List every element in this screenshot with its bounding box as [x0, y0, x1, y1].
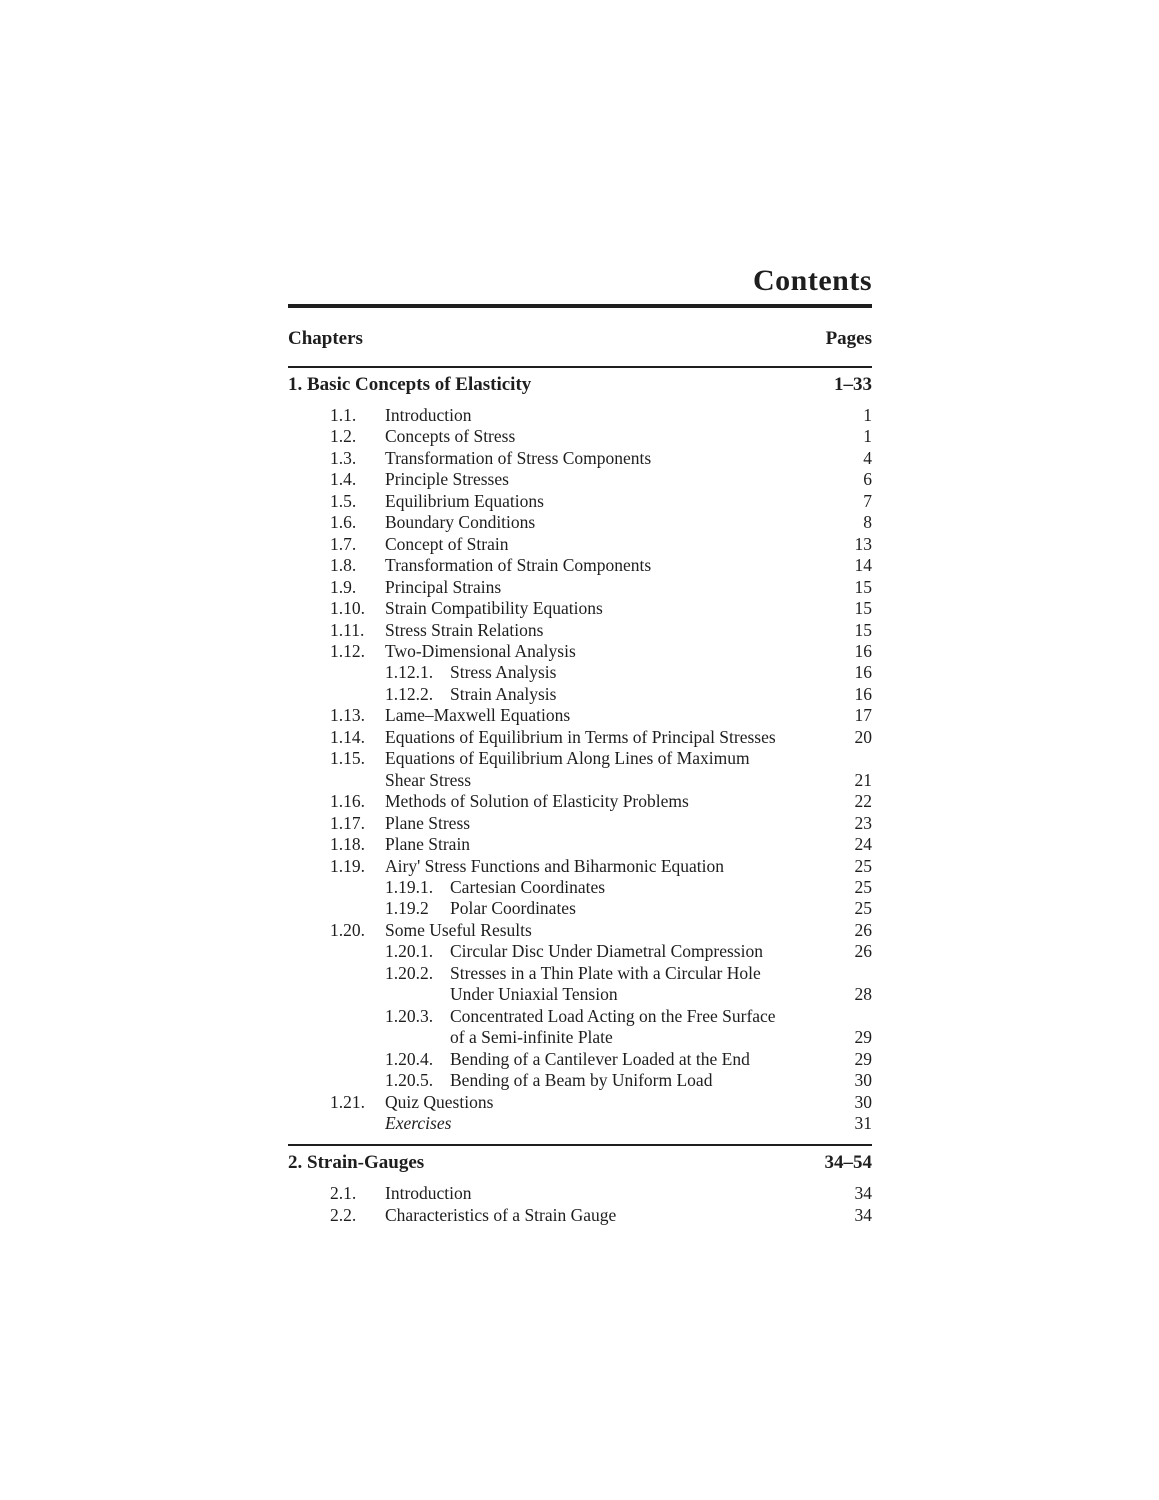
toc-entry-title: Concept of Strain — [385, 533, 509, 554]
toc-entry-number: 1.11. — [330, 619, 365, 640]
toc-entry — [288, 491, 872, 512]
toc-entry-number — [385, 984, 450, 1005]
toc-entry-page: 21 — [854, 769, 872, 790]
toc-entry — [288, 684, 872, 705]
toc-entry-page: 8 — [863, 512, 872, 533]
toc-entry-number: 1.18. — [330, 834, 365, 855]
toc-entry — [288, 662, 872, 683]
toc-entry — [288, 941, 872, 962]
toc-entry-number: 1.1. — [330, 405, 357, 425]
toc-entry-title: Stress Strain Relations — [385, 619, 544, 640]
chapters-column-header: Chapters — [288, 328, 363, 349]
toc-entry-title: Principal Strains — [385, 576, 502, 597]
toc-entry-page: 1 — [863, 426, 872, 447]
toc-entry — [288, 405, 872, 426]
toc-entry-title: Shear Stress — [385, 769, 472, 790]
pages-column-header: Pages — [825, 328, 872, 349]
toc-entry-number: 2.1. — [330, 1183, 357, 1204]
toc-entry-title: Equations of Equilibrium in Terms of Principal Stresses — [385, 726, 776, 747]
chapter-1-title: 1. Basic Concepts of Elasticity — [288, 374, 532, 395]
toc-entry — [288, 813, 872, 834]
toc-entry-page: 16 — [854, 683, 872, 704]
toc-entry-title: Introduction — [385, 1183, 472, 1204]
toc-entry — [288, 512, 872, 533]
toc-entry — [288, 555, 872, 576]
toc-entry-number: 1.15. — [330, 748, 365, 769]
toc-entry — [288, 1183, 872, 1204]
toc-entry-title: Concentrated Load Acting on the Free Surface — [450, 1005, 776, 1026]
toc-entry-page: 26 — [854, 919, 872, 940]
toc-entry — [288, 963, 872, 984]
toc-entry-title: Some Useful Results — [385, 919, 532, 940]
toc-entry-page: 7 — [863, 490, 872, 511]
toc-entry-title: Methods of Solution of Elasticity Problems — [385, 791, 689, 812]
toc-entry-page: 6 — [863, 469, 872, 490]
toc-entry — [288, 1049, 872, 1070]
toc-entry — [288, 1027, 872, 1048]
toc-entry-title: Boundary Conditions — [385, 512, 536, 533]
toc-entry-page: 25 — [854, 898, 872, 919]
toc-entry — [288, 748, 872, 769]
toc-entry-page: 31 — [854, 1112, 872, 1133]
toc-entry-page: 13 — [854, 533, 872, 554]
toc-entry-number — [385, 1027, 450, 1048]
toc-entry-number: 1.20.5. — [385, 1070, 434, 1091]
toc-entry-page: 25 — [854, 876, 872, 897]
toc-entry-title: Equilibrium Equations — [385, 490, 544, 511]
chapter-1-block — [288, 366, 872, 1134]
toc-entry-page: 29 — [854, 1048, 872, 1069]
toc-entry-title: Circular Disc Under Diametral Compression — [450, 941, 763, 962]
toc-entry — [288, 856, 872, 877]
toc-entry — [288, 641, 872, 662]
toc-entry-page: 16 — [854, 640, 872, 661]
toc-entry — [288, 877, 872, 898]
toc-entry-number: 1.2. — [330, 426, 357, 447]
toc-entry — [288, 727, 872, 748]
toc-entry-title: Cartesian Coordinates — [450, 876, 606, 897]
toc-entry-page: 30 — [854, 1091, 872, 1112]
toc-entry — [288, 448, 872, 469]
toc-entry-number: 1.20.2. — [385, 962, 434, 983]
toc-entry-title: Airy' Stress Functions and Biharmonic Equation — [385, 855, 725, 876]
toc-entry-title: Plane Stress — [385, 812, 471, 833]
toc-entry-title: Transformation of Strain Components — [385, 555, 652, 576]
toc-entry-title: Under Uniaxial Tension — [450, 984, 618, 1005]
toc-entry-title: Equations of Equilibrium Along Lines of Maximum — [385, 748, 750, 769]
toc-entry — [288, 598, 872, 619]
toc-entry-number: 1.9. — [330, 576, 357, 597]
toc-entry-page: 34 — [854, 1183, 872, 1204]
toc-entry-number: 1.12.1. — [385, 662, 434, 683]
toc-entry-number: 1.20.3. — [385, 1005, 434, 1026]
toc-entry-title: Strain Compatibility Equations — [385, 598, 603, 619]
toc-entry — [288, 469, 872, 490]
toc-entry-number: 1.10. — [330, 598, 365, 619]
toc-entry-number: 1.14. — [330, 726, 365, 747]
toc-entry — [288, 1070, 872, 1091]
toc-entry-title: Introduction — [385, 405, 472, 425]
contents-section — [288, 264, 872, 1226]
toc-entry-number: 1.16. — [330, 791, 365, 812]
toc-entry — [288, 705, 872, 726]
toc-entry-title: Characteristics of a Strain Gauge — [385, 1204, 617, 1225]
toc-entry-page: 26 — [854, 941, 872, 962]
toc-entry — [288, 620, 872, 641]
toc-entry — [288, 920, 872, 941]
chapter-2-heading — [288, 1146, 872, 1172]
toc-entry-number: 1.17. — [330, 812, 365, 833]
toc-entry-number: 1.7. — [330, 533, 357, 554]
toc-entry-page: 1 — [863, 405, 872, 425]
chapter-2-title: 2. Strain-Gauges — [288, 1152, 425, 1174]
toc-entry-page: 4 — [863, 447, 872, 468]
toc-entry-title: Transformation of Stress Components — [385, 447, 652, 468]
toc-entry-title: Lame–Maxwell Equations — [385, 705, 571, 726]
toc-entry-title: Stress Analysis — [450, 662, 557, 683]
toc-entry — [288, 577, 872, 598]
toc-entry-page: 16 — [854, 662, 872, 683]
toc-entry-number: 1.13. — [330, 705, 365, 726]
toc-entry — [288, 898, 872, 919]
toc-entry-number: 1.12. — [330, 640, 365, 661]
toc-entry-number: 1.4. — [330, 469, 357, 490]
title-rule — [288, 304, 872, 308]
chapter-2-page-range: 34–54 — [824, 1152, 872, 1174]
toc-entry-page: 23 — [854, 812, 872, 833]
toc-entry-number: 1.19.2 — [385, 898, 429, 919]
toc-entry — [288, 1113, 872, 1134]
toc-entry-title: Bending of a Beam by Uniform Load — [450, 1070, 713, 1091]
toc-entry-page: 15 — [854, 576, 872, 597]
toc-entry-title: of a Semi-infinite Plate — [450, 1027, 613, 1048]
page-title: Contents — [752, 264, 872, 297]
toc-entry-number: 1.21. — [330, 1091, 365, 1112]
table-header — [288, 329, 872, 348]
toc-entry — [288, 834, 872, 855]
toc-entry-title: Two-Dimensional Analysis — [385, 640, 576, 661]
toc-entry — [288, 1092, 872, 1113]
toc-entry — [288, 1205, 872, 1226]
toc-entry — [288, 1006, 872, 1027]
toc-entry-title: Concepts of Stress — [385, 426, 516, 447]
toc-entry-number: 1.19.1. — [385, 876, 434, 897]
toc-entry-page: 14 — [854, 555, 872, 576]
toc-entry-number: 1.6. — [330, 512, 357, 533]
toc-entry-title: Bending of a Cantilever Loaded at the End — [450, 1048, 750, 1069]
toc-entry-number: 2.2. — [330, 1204, 357, 1225]
toc-entry-number: 1.5. — [330, 490, 357, 511]
chapter-1-heading — [288, 368, 872, 394]
chapter-1-entries — [288, 405, 872, 1134]
chapter-2-entries — [288, 1183, 872, 1226]
toc-entry-number: 1.20.4. — [385, 1048, 434, 1069]
toc-entry-page: 22 — [854, 791, 872, 812]
toc-entry-title: Quiz Questions — [385, 1091, 494, 1112]
toc-entry — [288, 984, 872, 1005]
toc-entry — [288, 426, 872, 447]
toc-entry — [288, 770, 872, 791]
toc-entry-number: 1.12.2. — [385, 683, 434, 704]
toc-entry-page: 29 — [854, 1027, 872, 1048]
toc-entry-number: 1.19. — [330, 855, 365, 876]
toc-entry-title: Polar Coordinates — [450, 898, 576, 919]
toc-entry-page: 20 — [854, 726, 872, 747]
toc-entry-page: 15 — [854, 619, 872, 640]
toc-entry-number — [330, 770, 385, 791]
toc-entry-number — [330, 1113, 385, 1134]
toc-entry-number: 1.3. — [330, 447, 357, 468]
chapter-1-page-range: 1–33 — [834, 374, 872, 395]
toc-entry — [288, 534, 872, 555]
toc-entry-title: Strain Analysis — [450, 683, 557, 704]
toc-entry-page: 24 — [854, 834, 872, 855]
chapter-2-block — [288, 1144, 872, 1226]
toc-entry-page: 30 — [854, 1070, 872, 1091]
toc-entry-number: 1.8. — [330, 555, 357, 576]
toc-entry-page: 28 — [854, 984, 872, 1005]
toc-entry-page: 15 — [854, 598, 872, 619]
toc-entry — [288, 791, 872, 812]
toc-entry-title: Exercises — [385, 1112, 452, 1133]
toc-entry-page: 17 — [854, 705, 872, 726]
toc-entry-title: Plane Strain — [385, 834, 471, 855]
toc-entry-number: 1.20.1. — [385, 941, 434, 962]
toc-entry-title: Stresses in a Thin Plate with a Circular Hole — [450, 962, 761, 983]
toc-entry-page: 34 — [854, 1204, 872, 1225]
toc-entry-page: 25 — [854, 855, 872, 876]
toc-entry-title: Principle Stresses — [385, 469, 509, 490]
toc-entry-number: 1.20. — [330, 919, 365, 940]
